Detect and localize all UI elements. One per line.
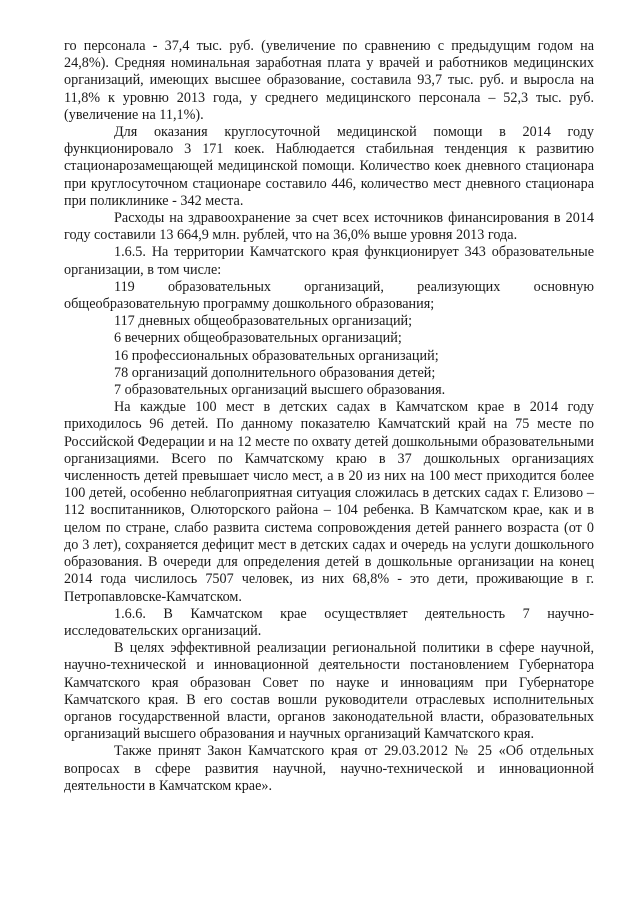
paragraph-section-1-6-6: 1.6.6. В Камчатском крае осуществляет деятельность 7 научно-исследовательских организаций. <box>64 605 594 639</box>
paragraph-science-law: Также принят Закон Камчатского края от 29.03.2012 № 25 «Об отдельных вопросах в сфере развития научной, научно-технической и инновационной деятельности в Камчатском крае». <box>64 743 594 794</box>
paragraph-hospital-beds: Для оказания круглосуточной медицинской помощи в 2014 году функционировало 3 171 коек. Наблюдается стабильная тенденция к развитию стационарозамещающей медицинской помощи. Количество коек дневного стационара при круглосуточном стационаре составило 446, количество мест дневного стационара при поликлинике - 342 места. <box>64 124 594 209</box>
paragraph-healthcare-expenses: Расходы на здравоохранение за счет всех источников финансирования в 2014 году составили 13 664,9 млн. рублей, что на 36,0% выше уровня 2013 года. <box>64 210 594 244</box>
paragraph-section-1-6-5: 1.6.5. На территории Камчатского края функционирует 343 образовательные организации, в том числе: <box>64 244 594 278</box>
paragraph-kindergarten-places: На каждые 100 мест в детских садах в Камчатском крае в 2014 году приходилось 96 детей. По данному показателю Камчатский край на 75 месте по Российской Федерации и на 12 месте по охвату детей дошкольными образовательными организациями. Всего по Камчатскому краю в 37 дошкольных организациях численность детей превышает число мест, а в 20 из них на 100 мест приходится более 100 детей, особенно неблагоприятная ситуация сложилась в детских садах г. Елизово – 112 воспитанников, Олюторского района – 104 ребенка. В Камчатском крае, как и в целом по стране, слабо развита система сопровождения детей раннего возраста (от 0 до 3 лет), сохраняется дефицит мест в детских садах и очередь на услуги дошкольного образования. В очереди для определения детей в дошкольные организации на конец 2014 года числилось 7507 человек, из них 68,8% - это дети, проживающие в г. Петропавловске-Камчатском. <box>64 399 594 605</box>
list-item-preschool: 119 образовательных организаций, реализующих основную общеобразовательную программу дошкольного образования; <box>64 278 594 313</box>
document-page <box>64 38 594 795</box>
paragraph-salary-continued: го персонала - 37,4 тыс. руб. (увеличение по сравнению с предыдущим годом на 24,8%). Средняя номинальная заработная плата у врачей и работников медицинских организаций, имеющих высшее образование, составила 93,7 тыс. руб. и выросла на 11,8% к уровню 2013 года, у среднего медицинского персонала – 52,3 тыс. руб. (увеличение на 11,1%). <box>64 38 594 123</box>
list-item-vocational: 16 профессиональных образовательных организаций; <box>114 347 439 364</box>
list-item-additional-education: 78 организаций дополнительного образования детей; <box>114 364 436 381</box>
list-item-day-schools: 117 дневных общеобразовательных организаций; <box>114 313 413 330</box>
list-item-higher-education: 7 образовательных организаций высшего образования. <box>114 382 446 399</box>
paragraph-science-council: В целях эффективной реализации региональной политики в сфере научной, научно-технической и инновационной деятельности постановлением Губернатора Камчатского края образован Совет по науке и инновациям при Губернаторе Камчатского края. В его состав вошли руководители отраслевых исполнительных органов государственной власти, органов законодательной власти, образовательных организаций высшего образования и научных организаций Камчатского края. <box>64 640 594 743</box>
list-item-evening-schools: 6 вечерних общеобразовательных организаций; <box>114 330 402 347</box>
